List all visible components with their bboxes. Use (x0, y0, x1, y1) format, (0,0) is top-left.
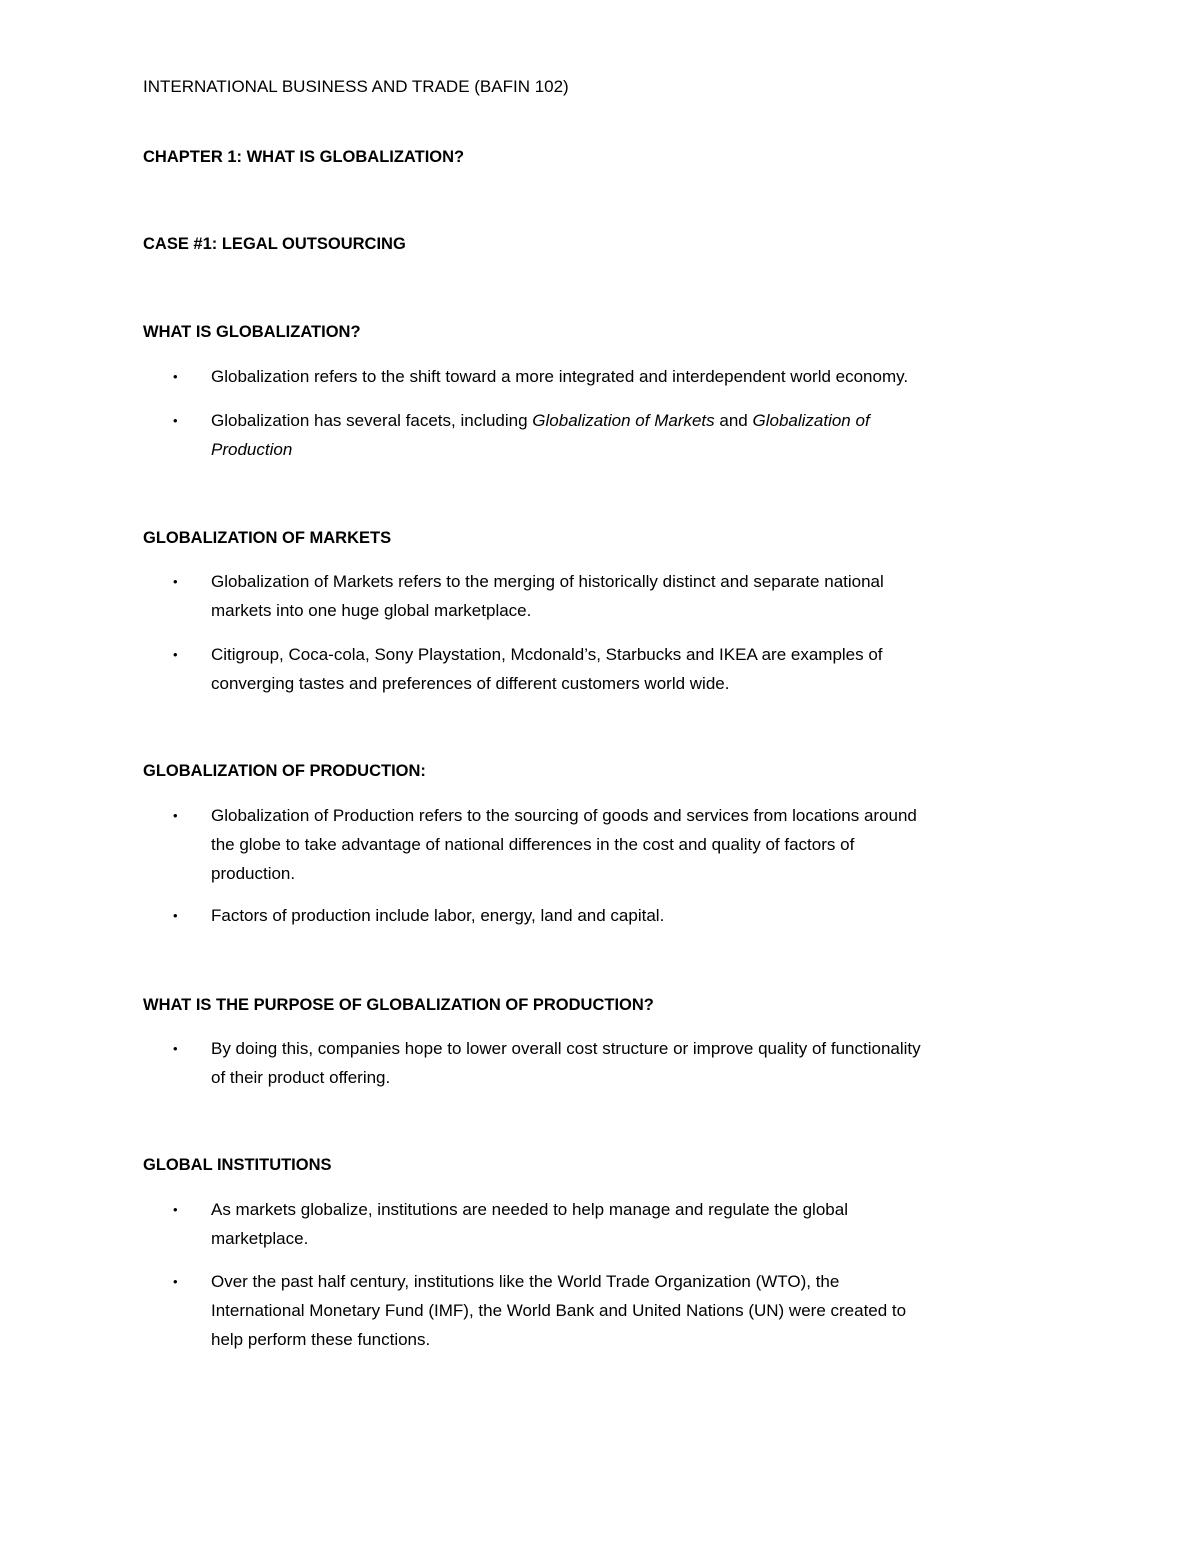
bullet-icon: • (173, 1041, 178, 1056)
list-item (173, 901, 1053, 930)
bullet-icon: • (173, 1274, 178, 1289)
list-item-text: Citigroup, Coca-cola, Sony Playstation, Mcdonald’s, Starbucks and IKEA are examples of converging tastes and preferences of different customers world wide. (211, 645, 883, 693)
list-item-text: By doing this, companies hope to lower overall cost structure or improve quality of functionality of their product offering. (211, 1039, 921, 1087)
section-heading-global-institutions: GLOBAL INSTITUTIONS (143, 1156, 332, 1174)
list-item-text: As markets globalize, institutions are needed to help manage and regulate the global marketplace. (211, 1200, 848, 1248)
case-heading: CASE #1: LEGAL OUTSOURCING (143, 235, 406, 253)
list-item-text (211, 406, 1053, 464)
document-title: INTERNATIONAL BUSINESS AND TRADE (BAFIN 102) (143, 77, 569, 96)
bullet-icon: • (173, 1202, 178, 1217)
facets-conjunction: and (714, 411, 753, 430)
chapter-heading: CHAPTER 1: WHAT IS GLOBALIZATION? (143, 148, 465, 166)
list-item (173, 1195, 1053, 1253)
list-item (173, 567, 1053, 625)
bullet-icon: • (173, 413, 178, 428)
list-item (173, 362, 1053, 391)
section-heading-globalization-of-production: GLOBALIZATION OF PRODUCTION: (143, 762, 426, 780)
list-item-text: Globalization of Production refers to the sourcing of goods and services from locations around the globe to take advantage of national differences in the cost and quality of factors of production. (211, 806, 917, 883)
list-item (173, 406, 1053, 464)
bullet-icon: • (173, 574, 178, 589)
list-item (173, 640, 1053, 698)
facet-markets-text: Globalization of Markets (532, 411, 715, 430)
bullet-icon: • (173, 908, 178, 923)
list-item (173, 801, 1053, 888)
list-item (173, 1034, 1053, 1092)
facets-text: Globalization has several facets, including (211, 411, 533, 430)
list-item-text: Factors of production include labor, energy, land and capital. (211, 906, 665, 925)
bullet-icon: • (173, 369, 178, 384)
section-heading-globalization-of-markets: GLOBALIZATION OF MARKETS (143, 529, 392, 547)
facet-production-text: Globalization of Production (211, 411, 870, 459)
list-item-text: Globalization refers to the shift toward a more integrated and interdependent world economy. (211, 367, 909, 386)
list-item-text: Over the past half century, institutions like the World Trade Organization (WTO), the International Monetary Fund (IMF), the World Bank and United Nations (UN) were created to help perform these functions. (211, 1272, 907, 1349)
section-heading-purpose: WHAT IS THE PURPOSE OF GLOBALIZATION OF PRODUCTION? (143, 996, 654, 1014)
bullet-icon: • (173, 808, 178, 823)
section-heading-what-is-globalization: WHAT IS GLOBALIZATION? (143, 323, 361, 341)
list-item-text: Globalization of Markets refers to the merging of historically distinct and separate national markets into one huge global marketplace. (211, 572, 884, 620)
bullet-icon: • (173, 647, 178, 662)
list-item (173, 1267, 1053, 1354)
